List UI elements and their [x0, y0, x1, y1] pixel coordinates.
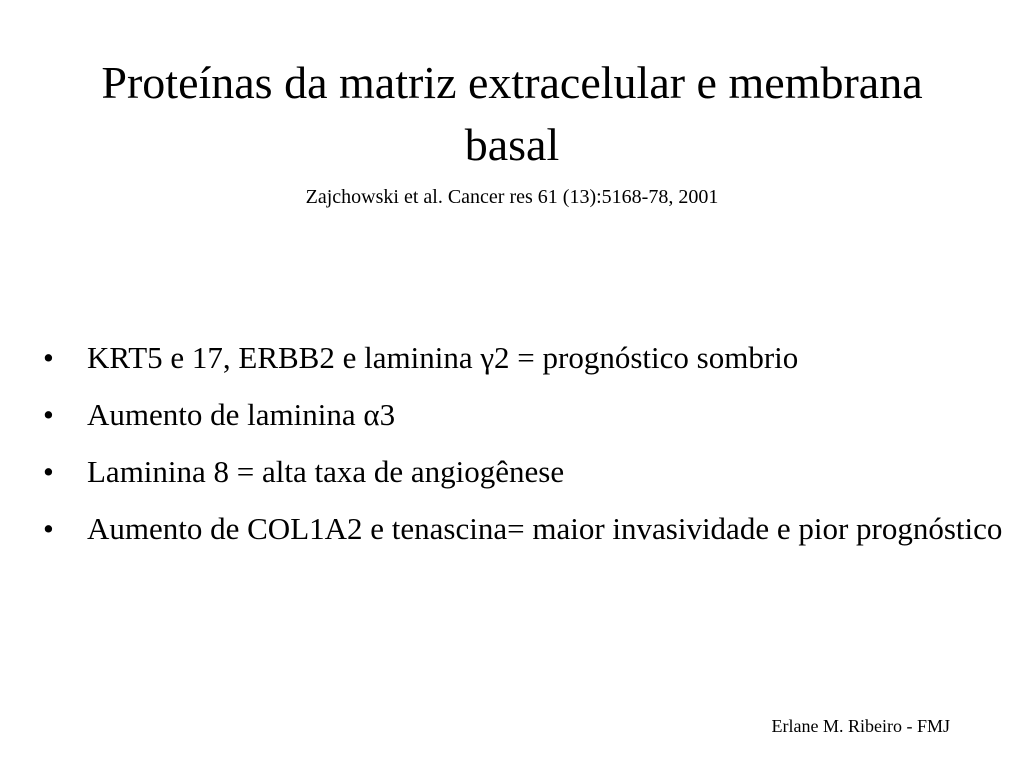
footer-author: Erlane M. Ribeiro - FMJ [771, 716, 950, 736]
bullet-item [43, 393, 1003, 437]
bullet-text: Laminina 8 = alta taxa de angiogênese [87, 454, 565, 489]
bullet-marker: • [43, 397, 54, 432]
slide-title: Proteínas da matriz extracelular e membrana basal [101, 57, 923, 170]
bullet-item [43, 450, 1003, 494]
bullet-list [43, 336, 1003, 564]
bullet-marker: • [43, 340, 54, 375]
citation: Zajchowski et al. Cancer res 61 (13):5168-78, 2001 [305, 186, 719, 208]
bullet-text: Aumento de laminina α3 [87, 397, 396, 432]
title-block [60, 52, 964, 210]
bullet-text: KRT5 e 17, ERBB2 e laminina γ2 = prognóstico sombrio [87, 340, 799, 375]
bullet-text: Aumento de COL1A2 e tenascina= maior invasividade e pior prognóstico [87, 511, 1003, 546]
bullet-marker: • [43, 454, 54, 489]
bullet-item [43, 507, 1003, 551]
bullet-item [43, 336, 1003, 380]
bullet-marker: • [43, 511, 54, 546]
